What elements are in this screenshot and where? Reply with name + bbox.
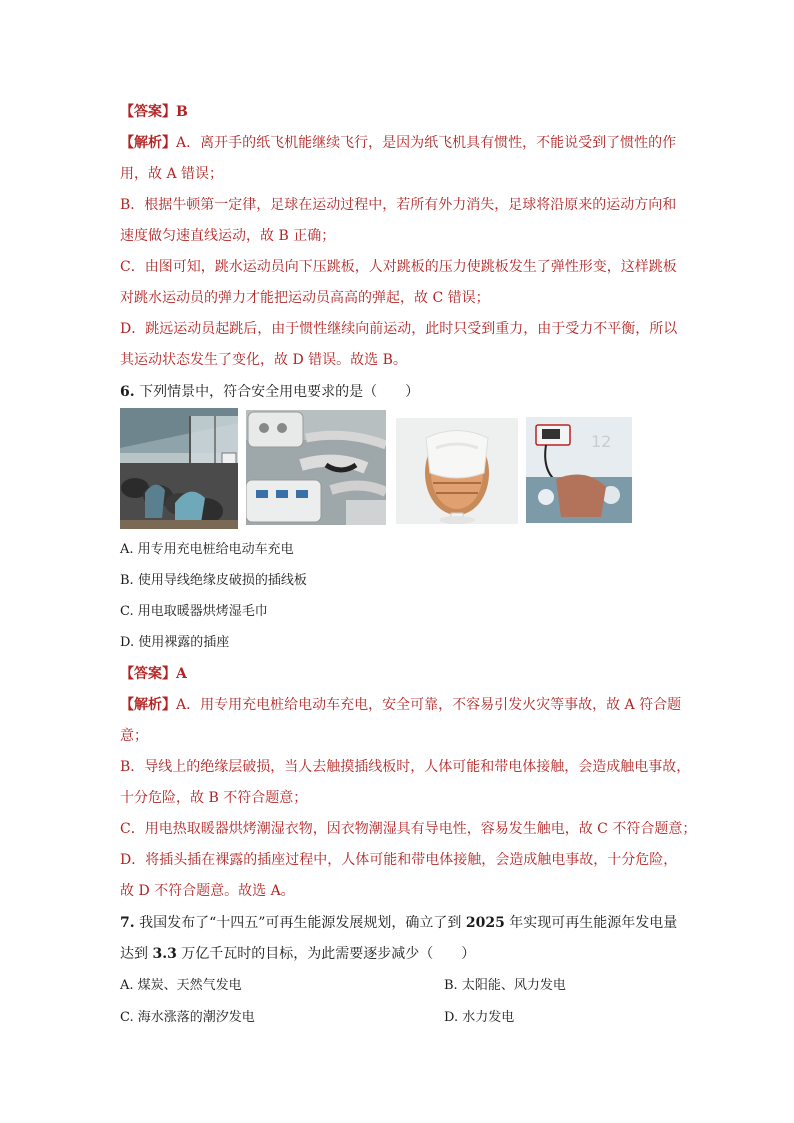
q7-option-c: C. 海水涨落的潮汐发电 xyxy=(120,1010,255,1025)
q6-analysis-line-7: 故 D 不符合题意。故选 A。 xyxy=(120,883,295,899)
q6-answer: 【答案】A xyxy=(120,666,187,682)
q6-option-a: A. 用专用充电桩给电动车充电 xyxy=(120,542,294,557)
q6-analysis-line-5: C．用电热取暖器烘烤潮湿衣物，因衣物潮湿具有导电性，容易发生触电，故 C 不符合题意； xyxy=(120,821,697,837)
q6-stem: 6. 下列情景中，符合安全用电要求的是（ ） xyxy=(120,384,420,400)
q6-analysis-line-3: B．导线上的绝缘层破损，当人去触摸插线板时，人体可能和带电体接触，会造成触电事故， xyxy=(120,759,691,775)
q6-option-d: D. 使用裸露的插座 xyxy=(120,635,230,650)
q5-analysis-line-1: 【解析】A．离开手的纸飞机能继续飞行，是因为纸飞机具有惯性，不能说受到了惯性的作 xyxy=(120,135,677,151)
q5-analysis-line-8: 其运动状态发生了变化，故 D 错误。故选 B。 xyxy=(120,352,407,368)
exposed-socket-photo xyxy=(526,417,632,523)
q7-option-d: D. 水力发电 xyxy=(444,1010,515,1025)
q7-stem-line-1: 7. 我国发布了“十四五”可再生能源发展规划，确立了到 2025 年实现可再生能源年发电量 xyxy=(120,915,678,931)
q5-analysis-line-2: 用，故 A 错误； xyxy=(120,166,224,182)
q5-analysis-line-4: 速度做匀速直线运动，故 B 正确； xyxy=(120,228,336,244)
q6-analysis-line-1: 【解析】A．用专用充电桩给电动车充电，安全可靠，不容易引发火灾等事故，故 A 符合题 xyxy=(120,697,682,713)
q5-analysis-line-5: C．由图可知，跳水运动员向下压跳板，人对跳板的压力使跳板发生了弹性形变，这样跳板 xyxy=(120,259,677,275)
q6-analysis-line-6: D．将插头插在裸露的插座过程中，人体可能和带电体接触，会造成触电事故，十分危险， xyxy=(120,852,678,868)
q7-option-a: A. 煤炭、天然气发电 xyxy=(120,978,242,993)
charging-station-photo xyxy=(120,408,238,529)
damaged-power-strip-photo xyxy=(246,410,386,525)
q6-analysis-line-2: 意； xyxy=(120,728,148,744)
q6-analysis-line-4: 十分危险，故 B 不符合题意； xyxy=(120,790,308,806)
q6-option-b: B. 使用导线绝缘皮破损的插线板 xyxy=(120,573,307,588)
q5-answer: 【答案】B xyxy=(120,104,188,120)
q7-option-b: B. 太阳能、风力发电 xyxy=(444,978,566,993)
q5-analysis-line-7: D．跳远运动员起跳后，由于惯性继续向前运动，此时只受到重力，由于受力不平衡，所以 xyxy=(120,321,678,337)
q6-option-c: C. 用电取暖器烘烤湿毛巾 xyxy=(120,604,268,619)
photo-number-label: 12 xyxy=(591,432,612,451)
q7-stem-line-2: 达到 3.3 万亿千瓦时的目标，为此需要逐步减少（ ） xyxy=(120,946,476,962)
q5-analysis-line-6: 对跳水运动员的弹力才能把运动员高高的弹起，故 C 错误； xyxy=(120,290,490,306)
q5-analysis-line-3: B．根据牛顿第一定律，足球在运动过程中，若所有外力消失，足球将沿原来的运动方向和 xyxy=(120,197,677,213)
heater-with-towel-photo xyxy=(396,418,518,524)
